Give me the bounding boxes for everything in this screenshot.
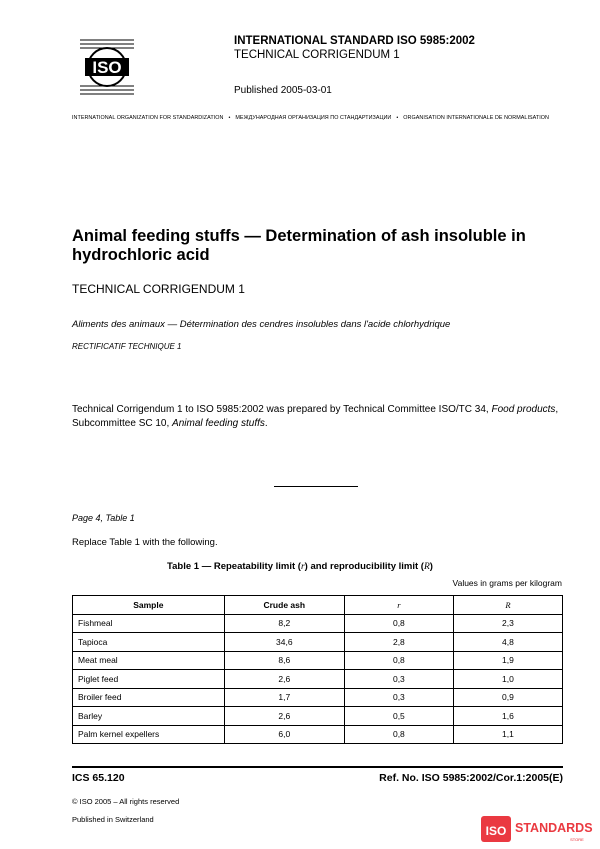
published-date: Published 2005-03-01 bbox=[234, 85, 332, 96]
table-header-row bbox=[73, 596, 563, 615]
crude-ash-cell: 1,7 bbox=[224, 688, 344, 707]
intro-text: , Subcommittee SC 10, bbox=[72, 404, 559, 429]
sample-cell: Barley bbox=[73, 707, 225, 726]
watermark-logo-text: ISO bbox=[485, 824, 507, 838]
standard-title: INTERNATIONAL STANDARD ISO 5985:2002 bbox=[234, 35, 475, 47]
watermark-text: STANDARDS bbox=[515, 821, 593, 835]
header-sample: Sample bbox=[73, 596, 225, 615]
standards-store-watermark bbox=[481, 814, 593, 844]
r-cell: 0,3 bbox=[344, 688, 453, 707]
header-R: R bbox=[453, 596, 562, 615]
organization-line bbox=[72, 115, 549, 121]
sample-cell: Piglet feed bbox=[73, 670, 225, 689]
R-cell: 2,3 bbox=[453, 614, 562, 633]
table-row bbox=[73, 670, 563, 689]
corrigendum-label: TECHNICAL CORRIGENDUM 1 bbox=[234, 49, 400, 61]
sample-cell: Meat meal bbox=[73, 651, 225, 670]
table-row bbox=[73, 707, 563, 726]
R-cell: 1,0 bbox=[453, 670, 562, 689]
R-cell: 0,9 bbox=[453, 688, 562, 707]
crude-ash-cell: 2,6 bbox=[224, 670, 344, 689]
R-cell: 1,9 bbox=[453, 651, 562, 670]
intro-text: . bbox=[264, 417, 268, 429]
r-cell: 0,3 bbox=[344, 670, 453, 689]
crude-ash-cell: 6,0 bbox=[224, 725, 344, 744]
caption-text: ) bbox=[429, 561, 433, 572]
org-name-ru: МЕЖДУНАРОДНАЯ ОРГАНИЗАЦИЯ ПО СТАНДАРТИЗАЦИИ bbox=[235, 115, 392, 121]
R-cell: 1,6 bbox=[453, 707, 562, 726]
crude-ash-cell: 2,6 bbox=[224, 707, 344, 726]
header-crude-ash: Crude ash bbox=[224, 596, 344, 615]
watermark-subtext: STORE bbox=[570, 837, 584, 842]
caption-text: ) and reproducibility limit ( bbox=[304, 561, 424, 572]
crude-ash-cell: 34,6 bbox=[224, 633, 344, 652]
org-name-en: INTERNATIONAL ORGANIZATION FOR STANDARDIZATION bbox=[72, 115, 224, 121]
technical-corrigendum-fr: RECTIFICATIF TECHNIQUE 1 bbox=[72, 342, 182, 351]
reference-number: Ref. No. ISO 5985:2002/Cor.1:2005(E) bbox=[379, 772, 563, 784]
table-row bbox=[73, 725, 563, 744]
table-row bbox=[73, 614, 563, 633]
sample-cell: Tapioca bbox=[73, 633, 225, 652]
header-r: r bbox=[344, 596, 453, 615]
change-location: Page 4, Table 1 bbox=[72, 513, 135, 523]
r-cell: 0,8 bbox=[344, 614, 453, 633]
caption-symbol-R: R bbox=[423, 562, 430, 572]
R-cell: 1,1 bbox=[453, 725, 562, 744]
r-cell: 2,8 bbox=[344, 633, 453, 652]
sample-cell: Fishmeal bbox=[73, 614, 225, 633]
change-instruction: Replace Table 1 with the following. bbox=[72, 537, 218, 548]
r-cell: 0,5 bbox=[344, 707, 453, 726]
sample-cell: Broiler feed bbox=[73, 688, 225, 707]
document-title: Animal feeding stuffs — Determination of ash insoluble in hydrochloric acid bbox=[72, 227, 526, 264]
copyright-notice: © ISO 2005 – All rights reserved bbox=[72, 797, 180, 806]
table-caption bbox=[0, 561, 600, 572]
footer-rule bbox=[72, 766, 563, 768]
bullet: • bbox=[228, 115, 231, 121]
org-name-fr: ORGANISATION INTERNATIONALE DE NORMALISATION bbox=[403, 115, 549, 121]
document-title-fr: Aliments des animaux — Détermination des cendres insolubles dans l'acide chlorhydrique bbox=[72, 319, 451, 330]
intro-committee-name: Food products bbox=[491, 404, 556, 415]
sample-cell: Palm kernel expellers bbox=[73, 725, 225, 744]
table-row bbox=[73, 688, 563, 707]
iso-logo bbox=[78, 38, 136, 96]
intro-subcommittee-name: Animal feeding stuffs bbox=[172, 417, 265, 429]
published-in: Published in Switzerland bbox=[72, 815, 154, 824]
bullet: • bbox=[396, 115, 399, 121]
caption-symbol-r: r bbox=[300, 562, 305, 572]
caption-text: Table 1 — Repeatability limit ( bbox=[167, 561, 301, 572]
crude-ash-cell: 8,6 bbox=[224, 651, 344, 670]
data-table bbox=[72, 595, 563, 744]
intro-text: Technical Corrigendum 1 to ISO 5985:2002 was prepared by Technical Committee ISO/TC 34, bbox=[72, 404, 492, 415]
table-row bbox=[73, 651, 563, 670]
intro-paragraph bbox=[72, 403, 572, 430]
r-cell: 0,8 bbox=[344, 725, 453, 744]
iso-logo-text: ISO bbox=[92, 58, 122, 77]
technical-corrigendum-en: TECHNICAL CORRIGENDUM 1 bbox=[72, 282, 245, 296]
ics-code: ICS 65.120 bbox=[72, 772, 125, 784]
r-cell: 0,8 bbox=[344, 651, 453, 670]
R-cell: 4,8 bbox=[453, 633, 562, 652]
table-units: Values in grams per kilogram bbox=[452, 578, 562, 588]
table-row bbox=[73, 633, 563, 652]
crude-ash-cell: 8,2 bbox=[224, 614, 344, 633]
section-separator bbox=[274, 486, 358, 487]
